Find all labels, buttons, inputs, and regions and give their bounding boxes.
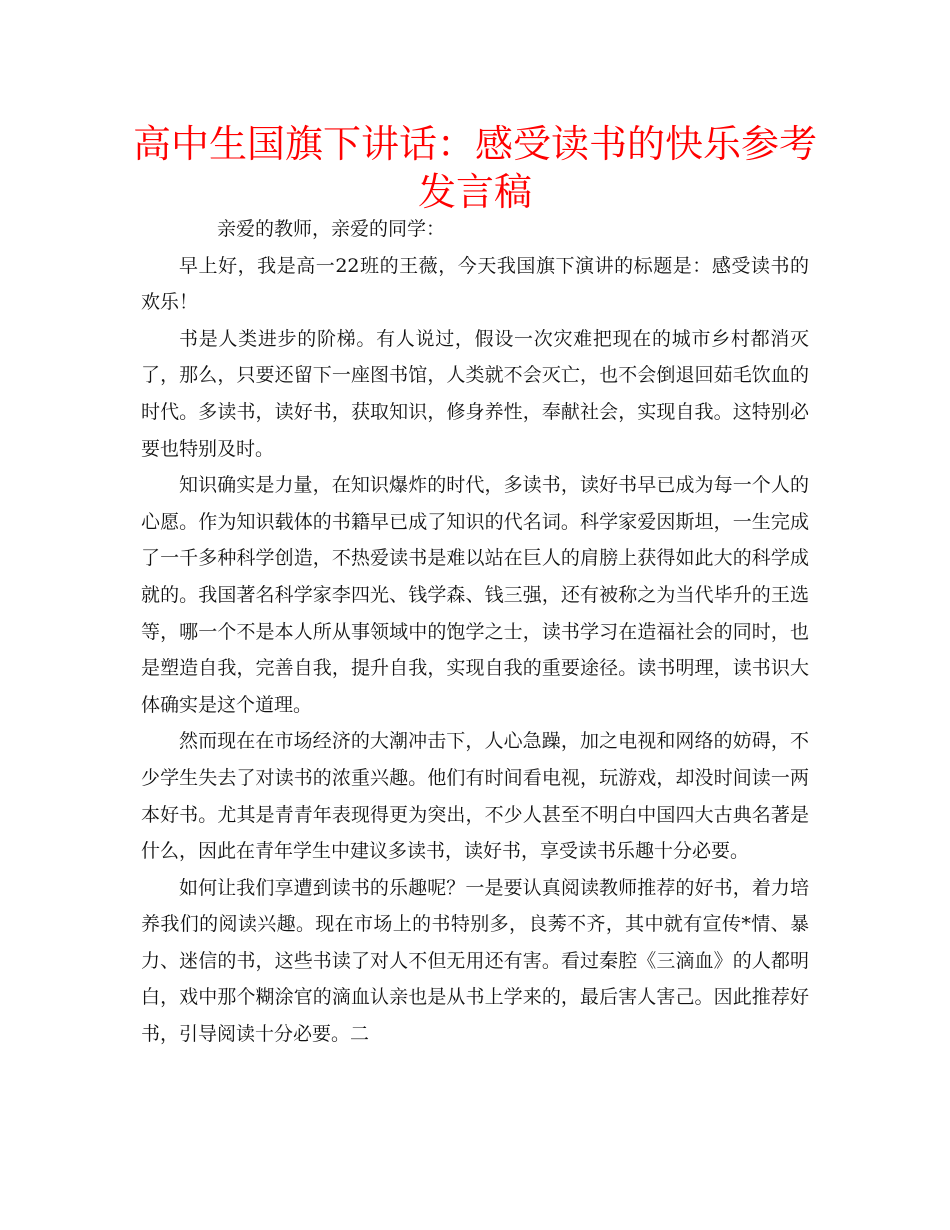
paragraph-greeting: 早上好，我是高一22班的王薇，今天我国旗下演讲的标题是：感受读书的欢乐！ xyxy=(141,254,809,314)
paragraph-how-to-enjoy: 如何让我们享遭到读书的乐趣呢？一是要认真阅读教师推荐的好书，着力培养我们的阅读兴趣。现在市场上的书特别多，良莠不齐，其中就有宣传*情、暴力、迷信的书，这些书读了对人不但无用还有害。看过秦腔《三滴血》的人都明白，戏中那个糊涂官的滴血认亲也是从书上学来的，最后害人害己。因此推荐好书，引导阅读十分必要。二 xyxy=(141,876,809,1046)
document-title: 高中生国旗下讲话：感受读书的快乐参考发言稿 xyxy=(132,122,817,214)
paragraph-salutation: 亲爱的教师，亲爱的同学： xyxy=(217,218,446,240)
paragraph-knowledge-power: 知识确实是力量，在知识爆炸的时代，多读书，读好书早已成为每一个人的心愿。作为知识载体的书籍早已成了知识的代名词。科学家爱因斯坦，一生完成了一千多种科学创造，不热爱读书是难以站在巨人的肩膀上获得如此大的科学成就的。我国著名科学家李四光、钱学森、钱三强，还有被称之为当代毕升的王选等，哪一个不是本人所从事领域中的饱学之士，读书学习在造福社会的同时，也是塑造自我，完善自我，提升自我，实现自我的重要途径。读书明理，读书识大体确实是这个道理。 xyxy=(141,474,809,716)
paragraph-market-economy: 然而现在在市场经济的大潮冲击下，人心急躁，加之电视和网络的妨碍，不少学生失去了对读书的浓重兴趣。他们有时间看电视，玩游戏，却没时间读一两本好书。尤其是青青年表现得更为突出，不少人甚至不明白中国四大古典名著是什么，因此在青年学生中建议多读书，读好书，享受读书乐趣十分必要。 xyxy=(141,730,809,863)
document-body xyxy=(141,211,809,1053)
paragraph-books-ladder: 书是人类进步的阶梯。有人说过，假设一次灾难把现在的城市乡村都消灭了，那么，只要还留下一座图书馆，人类就不会灭亡，也不会倒退回茹毛饮血的时代。多读书，读好书，获取知识，修身养性，奉献社会，实现自我。这特别必要也特别及时。 xyxy=(141,327,809,460)
